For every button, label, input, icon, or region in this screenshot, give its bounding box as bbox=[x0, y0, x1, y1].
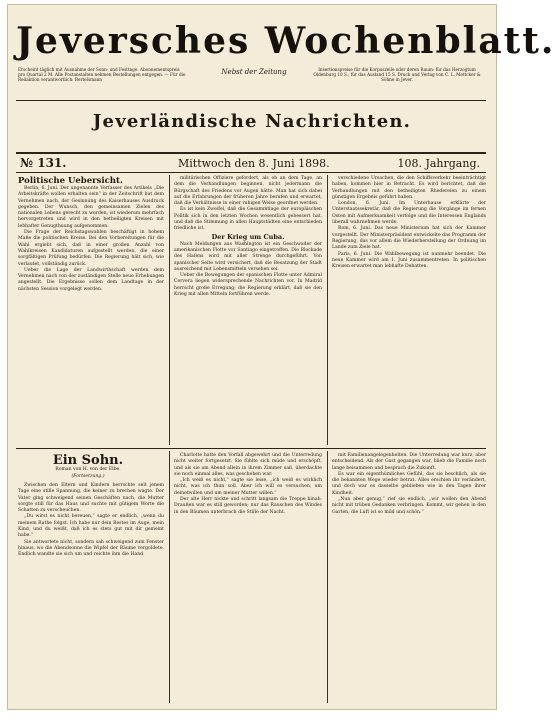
serial-continued: (Fortsetzung.) bbox=[71, 474, 105, 479]
column-news-3 bbox=[332, 176, 486, 446]
serial-paragraph: Es war ein eigenthümliches Gefühl, das sie beschlich, als sie die bekannten Wege wieder betrat. Alles erschien ihr verändert, und doch war es dasselbe geblieben wie in den Tagen ihrer Kindheit. bbox=[332, 471, 486, 496]
serial-paragraph: „Du wirst es nicht bereuen,“ sagte er endlich, „wenn du meinem Rathe folgst. Ich habe nur dein Bestes im Auge, mein Kind, und du weißt, daß ich es stets gut mit dir gemeint habe.“ bbox=[18, 514, 164, 539]
serial-paragraph: Sie antwortete nicht, sondern sah schweigend zum Fenster hinaus, wo die Abendsonne die Wipfel der Bäume vergoldete. Endlich wandte sie sich um und reichte ihm die Hand. bbox=[18, 539, 164, 558]
column-politics bbox=[18, 176, 164, 446]
politics-paragraph: Ueber die Lage der Landwirthschaft werden dem Vernehmen nach von der zuständigen Stelle neue Erhebungen angestellt. Die Ergebnisse sollen dem Landtage in der nächsten Session vorgelegt werden. bbox=[18, 267, 164, 292]
news-paragraph: militärischen Offiziere gefordert, als ob an dem Tage, an dem die Verhandlungen beginnen, nicht jedermann die Bürgschaft des Friedens vor Augen hätte. Man hat sich dabei auf die Erfahrungen der früheren Jahre berufen und erwartet, daß die Verhältnisse in einer ruhigen Weise geordnet werden. bbox=[174, 176, 322, 207]
column-divider bbox=[327, 451, 328, 703]
subtitle: Jeverländische Nachrichten. bbox=[92, 111, 412, 132]
subheader-left: Erscheint täglich mit Ausnahme der Sonn- und Festtage. Abonnementspreis pro Quartal 2 M. Alle Postanstalten nehmen Bestellungen entgegen. — Für die Redaktion verantwortlich: Bertelsmann bbox=[18, 67, 186, 83]
column-serial-3 bbox=[332, 453, 486, 703]
subheader-middle: Nebst der Zeitung bbox=[221, 68, 287, 76]
politics-paragraph: Berlin, 6. Juni. Der ungenannte Verfasser des Artikels „Die Arbeitskräfte wollen erhalten sein“ in der Zeitschrift hat dem Vernehmen nach, der Gesinnung des Kaiserhauses Ausdruck gegeben. Der Wunsch, den gemeinsamen Zielen des nationalen Lebens gerecht zu werden, ist wiederum mehrfach hervorgetreten und wird in den betheiligten Kreisen mit lebhafter Genugthuung aufgenommen. bbox=[18, 186, 164, 229]
serial-paragraph: Charlotte hatte den Vorfall abgewehrt und die Unterredung nicht weiter fortgesetzt. Sie fühlte sich müde und erschöpft, und als sie am Abend allein in ihrem Zimmer saß, überdachte sie noch einmal alles, was geschehen war. bbox=[174, 453, 322, 477]
serial-paragraph: Zwischen den Eltern und Kindern herrschte seit jenem Tage eine stille Spannung, die keiner zu brechen wagte. Der Vater ging schweigend seinen Geschäften nach, die Mutter sorgte still für das Haus und suchte mit gütigem Worte die Schatten zu verscheuchen. bbox=[18, 483, 164, 514]
serial-paragraph: „Nun aber genug,“ rief sie endlich, „wir wollen den Abend nicht mit trüben Gedanken verbringen. Kommt, wir gehen in den Garten, die Luft ist so mild und schön.“ bbox=[332, 497, 486, 515]
news-paragraph: Es ist kein Zweifel, daß die Gesammtlage der europäischen Politik sich in den letzten Wochen wesentlich gebessert hat, und daß die Stimmung in allen Hauptstädten eine entschieden friedliche ist. bbox=[174, 207, 322, 232]
column-divider bbox=[169, 451, 170, 703]
newspaper-page bbox=[7, 4, 555, 710]
rule-dateline-top bbox=[16, 152, 486, 154]
news-paragraph: Paris, 6. Juni. Die Wahlbewegung ist nunmehr beendet. Die neue Kammer wird am 1. Juni zusammentreten. In politischen Kreisen erwartet man lebhafte Debatten. bbox=[332, 251, 486, 270]
masthead-title: Jeversches Wochenblatt. bbox=[16, 20, 555, 62]
serial-author: Roman von H. von der Elbe. bbox=[55, 467, 121, 472]
serial-paragraph: „Ich weiß es nicht,“ sagte sie leise, „ich weiß es wirklich nicht, was ich thun soll. Aber ich will es versuchen, um deinetwillen und um meiner Mutter willen.“ bbox=[174, 478, 322, 496]
politics-paragraph: Die Frage der Reichstagswahlen beschäftigt in hohem Maße die politischen Kreise. Bei den Vorbereitungen für die Wahl ergiebt sich, daß in einer großen Anzahl von Wahlkreisen Kandidaturen aufgestellt werden, die einer sorgfältigen Prüfung bedürfen. Die Regierung hält sich, wie verlautet, vollständig zurück. bbox=[18, 230, 164, 267]
news-paragraph: London, 6. Juni. Im Unterhause erklärte der Unterstaatssekretär, daß die Regierung die Vorgänge im fernen Osten mit Aufmerksamkeit verfolge und die Interessen Englands überall wahrnehmen werde. bbox=[332, 201, 486, 226]
news-paragraph: Rom, 6. Juni. Das neue Ministerium hat sich der Kammer vorgestellt. Der Ministerpräsident entwickelte das Programm der Regierung, das vor allem die Wiederherstellung der Ordnung im Lande zum Ziele hat. bbox=[332, 226, 486, 251]
issue-date: Mittwoch den 8. Juni 1898. bbox=[178, 157, 330, 170]
news-paragraph: Ueber die Bewegungen der spanischen Flotte unter Admiral Cervera liegen widersprechende Nachrichten vor. In Madrid herrscht große Erregung; die Regierung erklärt, daß sie den Krieg mit allen Mitteln fortführen werde. bbox=[174, 273, 322, 298]
dateline bbox=[16, 155, 486, 171]
column-divider bbox=[169, 175, 170, 445]
column-news-2 bbox=[174, 176, 322, 446]
serial-paragraph: Der alte Herr nickte und schritt langsam die Treppe hinab. Draußen war es still geworden; nur das Rauschen des Windes in den Bäumen unterbrach die Stille der Nacht. bbox=[174, 497, 322, 515]
column-divider bbox=[327, 175, 328, 445]
issue-year: 108. Jahrgang. bbox=[397, 157, 480, 170]
rule-top bbox=[16, 100, 486, 101]
serial-title: Ein Sohn. bbox=[52, 453, 124, 468]
politics-heading: Politische Uebersicht. bbox=[18, 176, 123, 186]
section-title-cuba: Der Krieg um Cuba. bbox=[211, 232, 285, 241]
rule-feuilleton bbox=[16, 448, 486, 449]
column-serial-1 bbox=[18, 483, 164, 703]
issue-number: № 131. bbox=[20, 156, 67, 170]
rule-dateline-bottom bbox=[16, 172, 486, 173]
serial-paragraph: mit Familienangelegenheiten. Die Unterredung war kurz, aber entscheidend. Als der Gast gegangen war, blieb die Familie noch lange beisammen und besprach die Zukunft. bbox=[332, 453, 486, 471]
subheader-right: Insertionspreise für die Korpuszeile oder deren Raum: für das Herzogtum Oldenburg 10 S., für das Ausland 15 S. Druck und Verlag von C. L. Mettcker & Söhne in Jever. bbox=[313, 67, 481, 83]
column-serial-2 bbox=[174, 453, 322, 703]
news-paragraph: Nach Meldungen aus Washington ist ein Geschwader der amerikanischen Flotte vor Santiago eingetroffen. Die Blockade des Hafens wird mit aller Strenge durchgeführt. Von spanischer Seite wird versichert, daß die Besatzung der Stadt ausreichend mit Lebensmitteln versehen sei. bbox=[174, 241, 322, 272]
news-paragraph: verschiedene Ursachen, die den Schiffsverkehr beeinträchtigt haben, kommen hier in Betracht. Es wird berichtet, daß die Verhandlungen mit den betheiligten Rhedereien zu einem günstigen Ergebnis geführt haben. bbox=[332, 176, 486, 200]
